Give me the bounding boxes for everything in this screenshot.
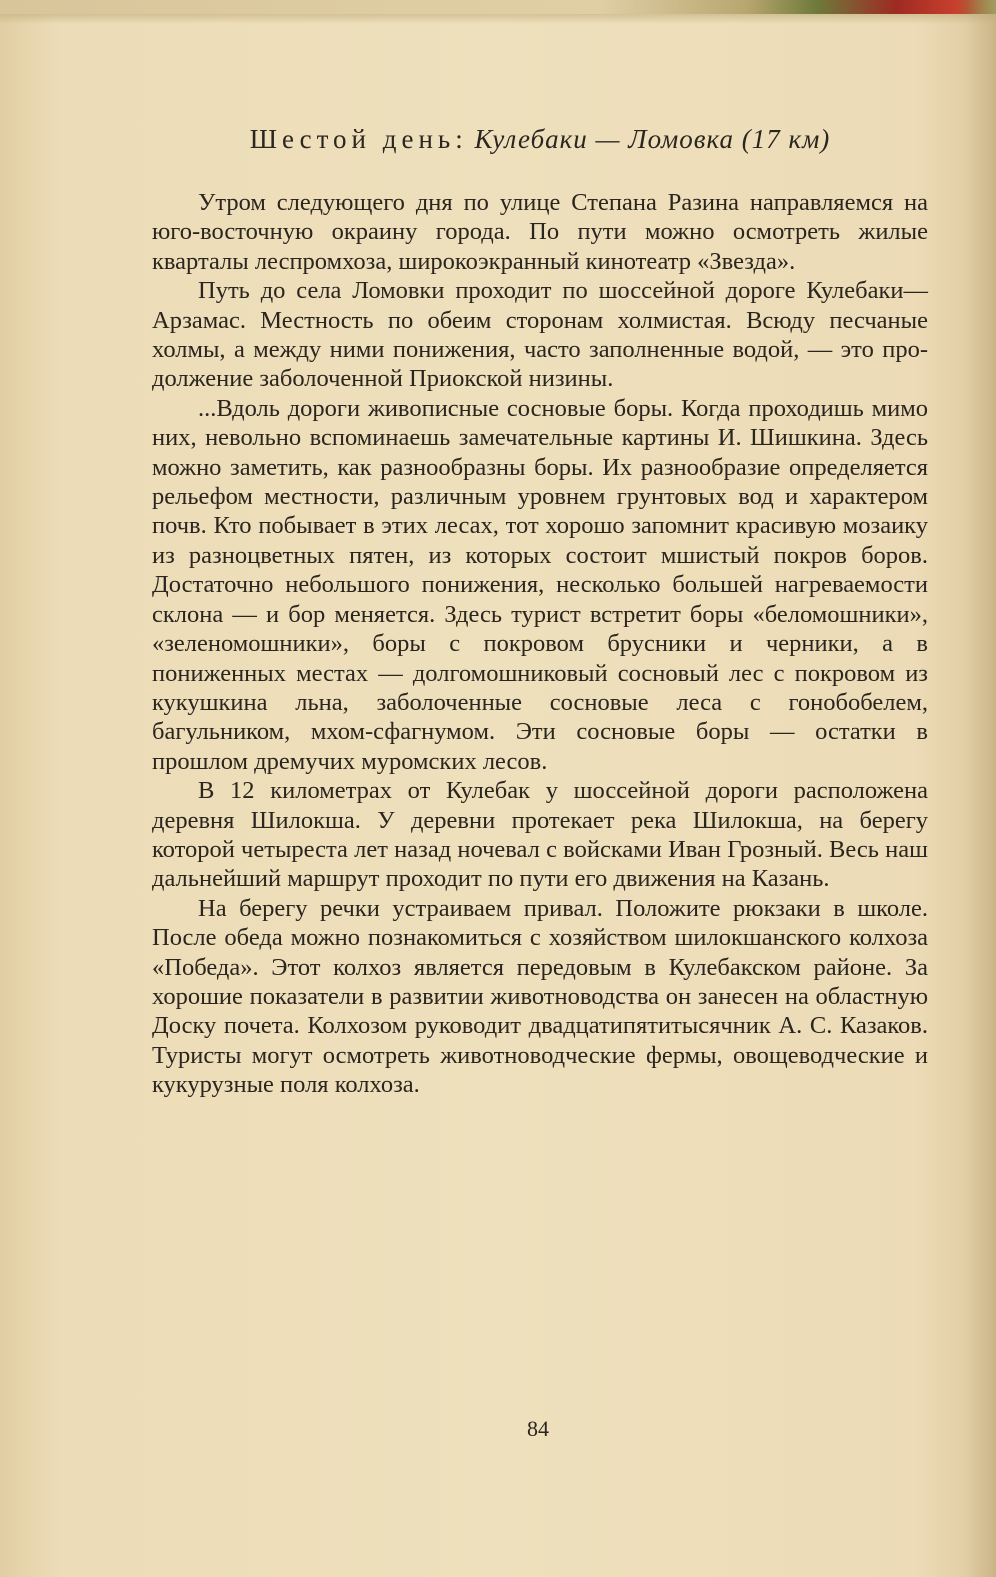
heading-day-label: Шестой день: (249, 124, 468, 154)
paragraph-5: На берегу речки устраиваем привал. Положите рюкзаки в школе. После обеда можно познакомиться с хозяйством шилокшанского колхоза «Победа». Этот колхоз является передовым в Кулебакском районе. За хорошие показатели в развитии животноводства он занесен на областную Доску почета. Колхозом руководит двадцатипятитысячник А. С. Казаков. Туристы могут осмотреть животноводческие фермы, овощеводческие и кукурузные поля колхоза. (152, 894, 928, 1099)
body-text (152, 188, 928, 1100)
paragraph-4: В 12 километрах от Кулебак у шоссейной дороги расположена деревня Шилокша. У деревни протекает река Шилокша, на берегу которой четыреста лет назад ночевал с войсками Иван Грозный. Весь наш дальнейший маршрут проходит по пути его движения на Казань. (152, 777, 928, 893)
section-heading (150, 124, 930, 155)
paragraph-3: ...Вдоль дороги живописные сосновые боры. Когда проходишь мимо них, невольно вспоминаешь замечательные картины И. Шишкина. Здесь можно заметить, как разнообразны боры. Их разнообразие определяется рельефом местности, различным уровнем грунтовых вод и характером почв. Кто побывает в этих лесах, тот хорошо запомнит красивую мозаику из разноцветных пятен, из которых состоит мшистый покров боров. Достаточно небольшого понижения, несколько большей нагреваемости склона — и бор меняется. Здесь турист встретит боры «беломошники», «зеленомошники», боры с покровом брусники и черники, а в пониженных местах — долгомошниковый сосновый лес с покровом из кукушкина льна, заболоченные сосновые леса с гонобобелем, багульником, мхом-сфагнумом. Эти сосновые боры — остатки в прошлом дремучих муромских лесов. (152, 394, 928, 775)
paragraph-2: Путь до села Ломовки проходит по шоссейной дороге Кулебаки—Арзамас. Местность по обеим сторонам холмистая. Всюду песчаные холмы, а между ними понижения, часто заполненные водой, — это продолжение заболоченной Приокской низины. (152, 277, 928, 393)
page-top-edge (0, 0, 996, 14)
heading-route: Кулебаки — Ломовка (17 км) (474, 124, 831, 154)
page-right-shadow (966, 0, 996, 1577)
paragraph-1: Утром следующего дня по улице Степана Разина направляемся на юго-восточную окраину города. По пути можно осмотреть жилые кварталы леспромхоза, широкоэкранный кинотеатр «Звезда». (152, 189, 928, 275)
page-top-shadow (0, 14, 996, 24)
page-number: 84 (527, 1416, 549, 1441)
